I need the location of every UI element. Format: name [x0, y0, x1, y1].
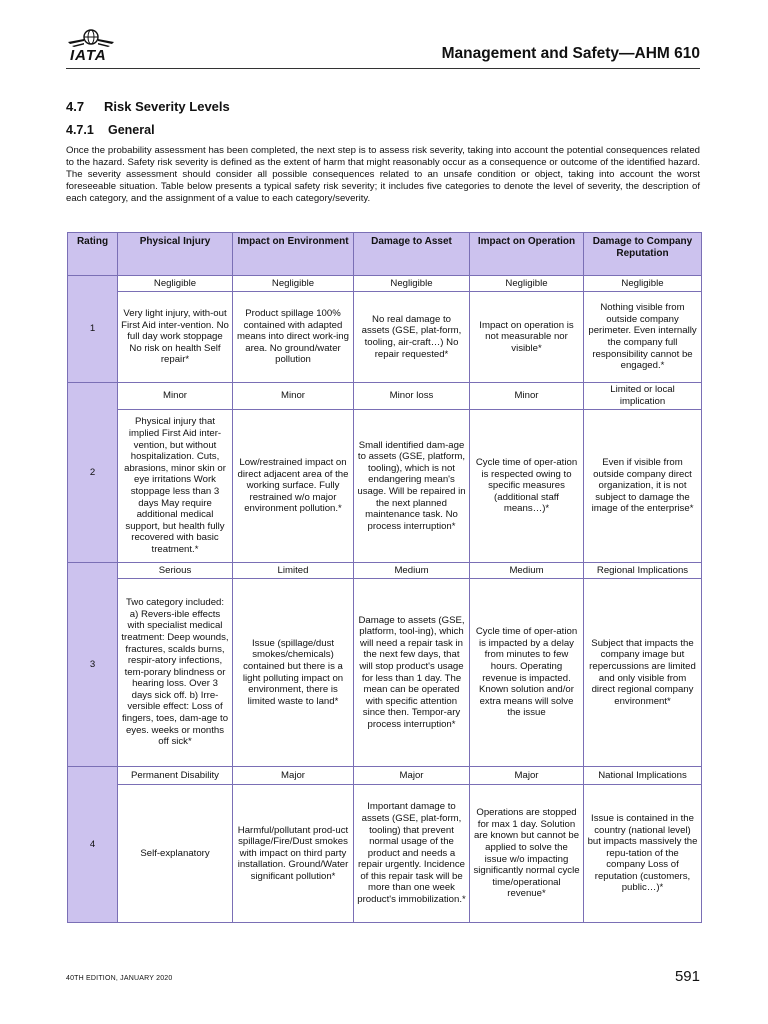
level-cell: Minor: [470, 383, 584, 410]
iata-logo: [66, 29, 116, 63]
table-row: [68, 410, 702, 563]
level-cell: Limited or local implication: [584, 383, 702, 410]
description-cell: No real damage to assets (GSE, plat-form, tooling, air-craft…) No repair requested*: [354, 292, 470, 383]
level-cell: Negligible: [470, 276, 584, 292]
description-cell: Physical injury that implied First Aid inter-vention, but without hospitalization. Cuts, abrasions, minor skin or eye irritations Work stoppage less than 3 days May require additional medical support, but health fully recovered with basic treatment.*: [118, 410, 233, 563]
description-cell: Operations are stopped for max 1 day. Solution are known but cannot be applied to solve the issue w/o impacting significantly normal cycle time/operational revenue*: [470, 785, 584, 923]
header-divider: [66, 68, 700, 69]
level-cell: Minor: [233, 383, 354, 410]
description-cell: Nothing visible from outside company perimeter. Even internally the company full responsibility cannot be engaged.*: [584, 292, 702, 383]
description-cell: Important damage to assets (GSE, plat-form, tooling) that prevent normal usage of the product and needs a repair urgently. Incidence of this repair task will be more than one week product's immobilization.*: [354, 785, 470, 923]
header-rating: Rating: [68, 233, 118, 276]
subsection-heading: [66, 123, 155, 137]
document-title: Management and Safety—AHM 610: [441, 45, 700, 62]
description-cell: Subject that impacts the company image but repercussions are limited and only visible from direct regional company environment*: [584, 579, 702, 767]
header-damage-reputation: Damage to Company Reputation: [584, 233, 702, 276]
level-cell: Negligible: [584, 276, 702, 292]
page-number: 591: [674, 968, 700, 985]
level-cell: Minor: [118, 383, 233, 410]
globe-icon: [66, 29, 116, 49]
rating-cell: 1: [68, 276, 118, 383]
description-cell: Issue is contained in the country (national level) but impacts massively the repu-tation of the company Loss of reputation (customers, public…)*: [584, 785, 702, 923]
description-cell: Product spillage 100% contained with adapted means into direct work-ing area. No ground/water pollution: [233, 292, 354, 383]
description-cell: Impact on operation is not measurable nor visible*: [470, 292, 584, 383]
description-cell: Self-explanatory: [118, 785, 233, 923]
rating-cell: 3: [68, 563, 118, 767]
description-cell: Even if visible from outside company direct organization, it is not subject to damage the image of the enterprise*: [584, 410, 702, 563]
description-cell: Damage to assets (GSE, platform, tool-ing), which will need a repair task in the next few days, that will stop product's usage for less than 1 day. The mean can be operated with specific attention since then. Tempor-ary process interruption*: [354, 579, 470, 767]
table-row: [68, 563, 702, 579]
level-cell: National Implications: [584, 767, 702, 785]
description-cell: Cycle time of oper-ation is respected owing to specific measures (additional staff means…)*: [470, 410, 584, 563]
table-row: [68, 767, 702, 785]
section-number: 4.7: [66, 99, 85, 114]
rating-cell: 4: [68, 767, 118, 923]
rating-cell: 2: [68, 383, 118, 563]
table-row: [68, 579, 702, 767]
description-cell: Cycle time of oper-ation is impacted by a delay from minutes to few hours. Operating revenue is impacted. Known solution and/or extra means will solve the issue: [470, 579, 584, 767]
header-physical-injury: Physical Injury: [118, 233, 233, 276]
level-cell: Negligible: [118, 276, 233, 292]
level-cell: Major: [470, 767, 584, 785]
subsection-title: General: [108, 123, 155, 137]
description-cell: Harmful/pollutant prod-uct spillage/Fire/Dust smokes with impact on third party installation. Ground/Water significant pollution*: [233, 785, 354, 923]
logo-text: IATA: [70, 47, 107, 64]
level-cell: Serious: [118, 563, 233, 579]
level-cell: Regional Implications: [584, 563, 702, 579]
description-cell: Small identified dam-age to assets (GSE, platform, tooling), which is not endangering mean's usage. Will be repaired in the next planned maintenance task. No process interruption*: [354, 410, 470, 563]
level-cell: Medium: [354, 563, 470, 579]
edition-label: 40TH EDITION, JANUARY 2020: [66, 975, 173, 982]
table-row: [68, 292, 702, 383]
description-cell: Issue (spillage/dust smokes/chemicals) contained but there is a light polluting impact on environment, there is limited waste to land*: [233, 579, 354, 767]
description-cell: Very light injury, with-out First Aid inter-vention. No full day work stoppage No risk on health Self repair*: [118, 292, 233, 383]
subsection-number: 4.7.1: [66, 123, 94, 137]
level-cell: Minor loss: [354, 383, 470, 410]
level-cell: Negligible: [233, 276, 354, 292]
table-header-row: [68, 233, 702, 276]
level-cell: Major: [233, 767, 354, 785]
risk-severity-table: [67, 232, 702, 923]
header-impact-environment: Impact on Environment: [233, 233, 354, 276]
table-row: [68, 383, 702, 410]
section-heading: [66, 99, 230, 114]
level-cell: Major: [354, 767, 470, 785]
table-row: [68, 785, 702, 923]
level-cell: Limited: [233, 563, 354, 579]
intro-paragraph: Once the probability assessment has been completed, the next step is to assess risk severity, taking into account the potential consequences related to the hazard. Safety risk severity is defined as the extent of harm that might reasonably occur as a consequence or outcome of the identified hazard. The severity assessment should consider all possible consequences related to an unsafe condition or object, taking into account the worst foreseeable situation. Table below presents a typical safety risk severity; it includes five categories to denote the level of severity, the description of each category, and the assignment of a value to each category/severity.: [66, 145, 700, 205]
description-cell: Low/restrained impact on direct adjacent area of the working surface. Fully restrained w/o major environment pollution.*: [233, 410, 354, 563]
header-impact-operation: Impact on Operation: [470, 233, 584, 276]
section-title: Risk Severity Levels: [104, 99, 230, 114]
header-damage-asset: Damage to Asset: [354, 233, 470, 276]
description-cell: Two category included: a) Revers-ible effects with specialist medical treatment: Deep wounds, fractures, scalds burns, respir-atory infections, tem-porary blindness or hearing loss. Over 3 days sick off. b) Irre-versible effect: Loss of fingers, toes, dam-age to eyes. weeks or months off sick*: [118, 579, 233, 767]
level-cell: Negligible: [354, 276, 470, 292]
level-cell: Medium: [470, 563, 584, 579]
table-row: [68, 276, 702, 292]
level-cell: Permanent Disability: [118, 767, 233, 785]
